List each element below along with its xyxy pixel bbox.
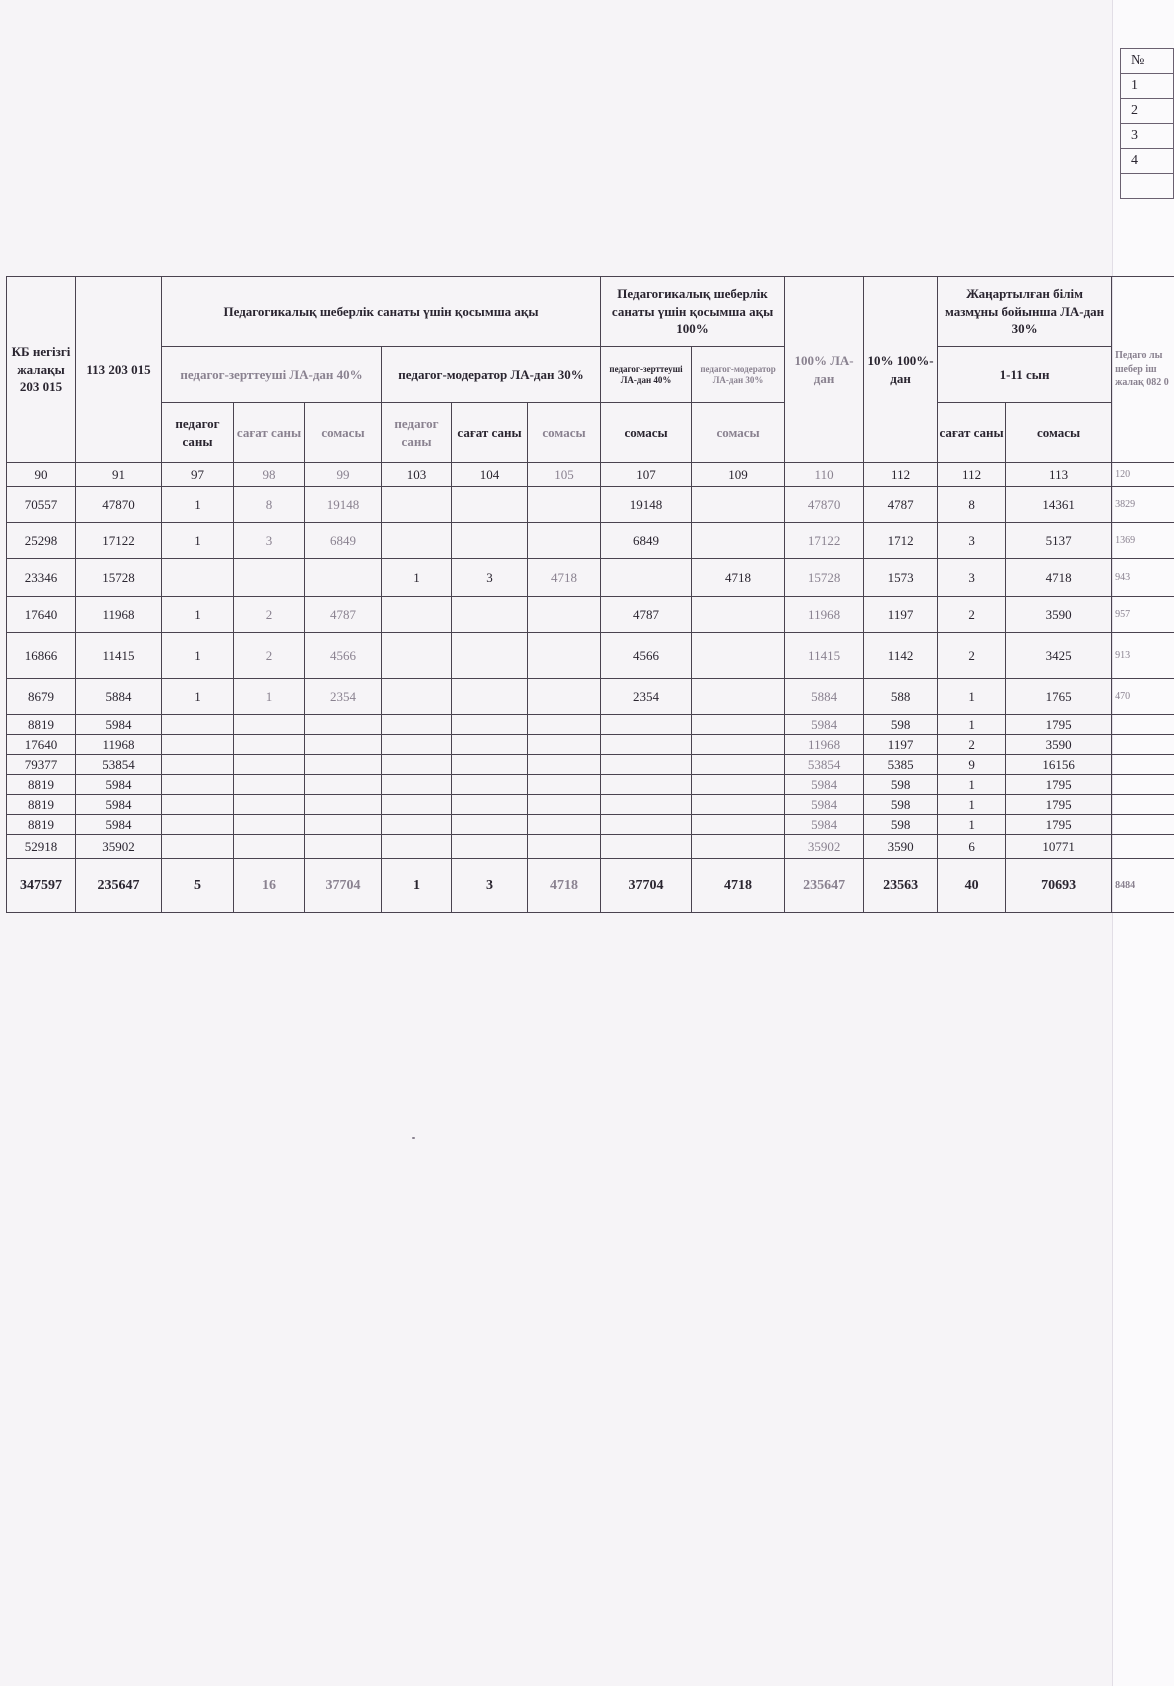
table-cell: 2 bbox=[938, 597, 1006, 633]
table-cell: 11968 bbox=[76, 735, 162, 755]
table-cell: 5984 bbox=[76, 795, 162, 815]
table-cell bbox=[601, 775, 692, 795]
table-cell bbox=[305, 559, 382, 597]
table-cell: 5984 bbox=[76, 815, 162, 835]
numbering-cell bbox=[1121, 174, 1174, 199]
header-hours-count: сағат саны bbox=[234, 403, 305, 463]
table-cell: 2 bbox=[938, 735, 1006, 755]
table-cell bbox=[692, 795, 785, 815]
table-cell: 8819 bbox=[7, 795, 76, 815]
table-cell bbox=[162, 775, 234, 795]
header-amount: сомасы bbox=[692, 403, 785, 463]
table-cell: 17640 bbox=[7, 735, 76, 755]
table-cell bbox=[234, 559, 305, 597]
table-row bbox=[7, 487, 1174, 523]
table-row bbox=[7, 775, 1174, 795]
table-cell bbox=[234, 775, 305, 795]
table-cell: 1795 bbox=[1006, 815, 1112, 835]
table-cell: 4566 bbox=[305, 633, 382, 679]
table-cell bbox=[452, 633, 528, 679]
numbering-cell: № bbox=[1121, 49, 1174, 74]
table-cell: 1795 bbox=[1006, 795, 1112, 815]
table-cell: 1 bbox=[382, 859, 452, 913]
table-cell bbox=[305, 755, 382, 775]
table-cell: 598 bbox=[864, 815, 938, 835]
table-cell bbox=[528, 487, 601, 523]
table-cell: 8819 bbox=[7, 815, 76, 835]
col-header-113: 113 203 015 bbox=[76, 277, 162, 463]
table-cell: 598 bbox=[864, 775, 938, 795]
table-cell bbox=[452, 775, 528, 795]
table-cell: 35902 bbox=[785, 835, 864, 859]
table-cell: 3590 bbox=[864, 835, 938, 859]
table-cell bbox=[452, 597, 528, 633]
table-cell: 52918 bbox=[7, 835, 76, 859]
table-cell: 4718 bbox=[528, 559, 601, 597]
table-cell: 37704 bbox=[601, 859, 692, 913]
table-cell: 17122 bbox=[76, 523, 162, 559]
table-cell bbox=[692, 835, 785, 859]
table-cell: 1142 bbox=[864, 633, 938, 679]
header-teachers-count: педагог саны bbox=[162, 403, 234, 463]
table-cell bbox=[692, 633, 785, 679]
table-cell bbox=[528, 835, 601, 859]
table-cell: 112 bbox=[864, 463, 938, 487]
sub-header-moderator-small: педагог-модератор ЛА-дан 30% bbox=[692, 347, 785, 403]
scan-speck bbox=[412, 1137, 415, 1139]
table-cell: 8 bbox=[234, 487, 305, 523]
table-cell bbox=[382, 715, 452, 735]
header-hours-count: сағат саны bbox=[938, 403, 1006, 463]
table-cell bbox=[382, 835, 452, 859]
header-amount: сомасы bbox=[1006, 403, 1112, 463]
table-cell: 2 bbox=[234, 633, 305, 679]
table-cell bbox=[234, 835, 305, 859]
table-cell: 5884 bbox=[785, 679, 864, 715]
header-teachers-count: педагог саны bbox=[382, 403, 452, 463]
table-row bbox=[7, 755, 1174, 775]
table-cell: 5984 bbox=[785, 815, 864, 835]
table-cell bbox=[1112, 735, 1174, 755]
table-cell: 47870 bbox=[76, 487, 162, 523]
table-cell: 5984 bbox=[76, 775, 162, 795]
table-cell: 1197 bbox=[864, 597, 938, 633]
table-cell: 112 bbox=[938, 463, 1006, 487]
table-cell bbox=[382, 523, 452, 559]
table-cell bbox=[305, 835, 382, 859]
table-cell bbox=[452, 487, 528, 523]
table-cell bbox=[601, 815, 692, 835]
table-cell bbox=[528, 715, 601, 735]
table-cell: 3425 bbox=[1006, 633, 1112, 679]
table-cell: 16156 bbox=[1006, 755, 1112, 775]
table-cell bbox=[692, 735, 785, 755]
table-cell bbox=[452, 815, 528, 835]
table-cell: 19148 bbox=[601, 487, 692, 523]
table-cell bbox=[1112, 795, 1174, 815]
table-cell bbox=[1112, 755, 1174, 775]
table-cell bbox=[162, 755, 234, 775]
table-cell: 1 bbox=[162, 597, 234, 633]
table-cell: 3 bbox=[234, 523, 305, 559]
table-cell: 3829 bbox=[1112, 487, 1174, 523]
table-cell: 4718 bbox=[528, 859, 601, 913]
sub-header-grades: 1-11 сын bbox=[938, 347, 1112, 403]
table-cell: 8 bbox=[938, 487, 1006, 523]
table-cell: 40 bbox=[938, 859, 1006, 913]
table-cell bbox=[452, 795, 528, 815]
table-cell: 1795 bbox=[1006, 775, 1112, 795]
table-cell bbox=[382, 755, 452, 775]
table-cell bbox=[382, 735, 452, 755]
table-cell: 4718 bbox=[692, 559, 785, 597]
table-cell bbox=[452, 735, 528, 755]
table-cell: 2354 bbox=[601, 679, 692, 715]
table-row bbox=[7, 715, 1174, 735]
group-header-category-100: Педагогикалық шеберлік санаты үшін қосымша ақы 100% bbox=[601, 277, 785, 347]
table-row bbox=[7, 815, 1174, 835]
table-cell: 4718 bbox=[692, 859, 785, 913]
numbering-table bbox=[1120, 48, 1174, 199]
table-cell bbox=[692, 815, 785, 835]
table-cell: 5984 bbox=[76, 715, 162, 735]
table-cell bbox=[692, 679, 785, 715]
table-cell: 5984 bbox=[785, 795, 864, 815]
table-cell: 97 bbox=[162, 463, 234, 487]
salary-table bbox=[6, 276, 1174, 913]
table-cell: 588 bbox=[864, 679, 938, 715]
header-amount: сомасы bbox=[601, 403, 692, 463]
table-cell: 5984 bbox=[785, 775, 864, 795]
total-row bbox=[7, 859, 1174, 913]
table-cell: 235647 bbox=[785, 859, 864, 913]
table-cell: 1573 bbox=[864, 559, 938, 597]
table-cell: 5385 bbox=[864, 755, 938, 775]
table-row bbox=[7, 735, 1174, 755]
table-cell: 1 bbox=[162, 633, 234, 679]
table-cell: 19148 bbox=[305, 487, 382, 523]
table-cell: 913 bbox=[1112, 633, 1174, 679]
table-cell: 11415 bbox=[785, 633, 864, 679]
table-cell bbox=[234, 795, 305, 815]
table-cell: 16866 bbox=[7, 633, 76, 679]
col-header-cut: Педаго лы шебер іш жалақ 082 0 bbox=[1112, 277, 1174, 463]
table-cell: 37704 bbox=[305, 859, 382, 913]
sub-header-moderator: педагог-модератор ЛА-дан 30% bbox=[382, 347, 601, 403]
column-number-row bbox=[7, 463, 1174, 487]
table-cell bbox=[528, 755, 601, 775]
table-cell bbox=[692, 755, 785, 775]
table-cell: 1 bbox=[162, 487, 234, 523]
table-cell bbox=[234, 715, 305, 735]
table-cell: 5984 bbox=[785, 715, 864, 735]
table-cell: 8819 bbox=[7, 775, 76, 795]
table-cell: 1 bbox=[938, 815, 1006, 835]
table-cell bbox=[692, 523, 785, 559]
table-cell: 8679 bbox=[7, 679, 76, 715]
table-cell bbox=[382, 487, 452, 523]
table-cell: 957 bbox=[1112, 597, 1174, 633]
table-cell bbox=[382, 679, 452, 715]
table-row bbox=[7, 835, 1174, 859]
table-cell: 1 bbox=[938, 715, 1006, 735]
col-header-100la: 100% ЛА-дан bbox=[785, 277, 864, 463]
table-cell bbox=[601, 835, 692, 859]
table-cell: 1 bbox=[162, 523, 234, 559]
table-cell bbox=[601, 755, 692, 775]
table-cell bbox=[162, 735, 234, 755]
table-cell: 1795 bbox=[1006, 715, 1112, 735]
header-amount: сомасы bbox=[528, 403, 601, 463]
table-cell bbox=[382, 775, 452, 795]
table-cell bbox=[601, 795, 692, 815]
col-header-10pct: 10% 100%-дан bbox=[864, 277, 938, 463]
table-cell: 79377 bbox=[7, 755, 76, 775]
table-cell: 4787 bbox=[864, 487, 938, 523]
table-cell: 1 bbox=[234, 679, 305, 715]
table-cell: 11968 bbox=[76, 597, 162, 633]
header-amount: сомасы bbox=[305, 403, 382, 463]
sub-header-researcher-small: педагог-зерттеуші ЛА-дан 40% bbox=[601, 347, 692, 403]
table-cell: 107 bbox=[601, 463, 692, 487]
table-cell: 3 bbox=[938, 523, 1006, 559]
table-cell: 2 bbox=[234, 597, 305, 633]
table-cell bbox=[601, 715, 692, 735]
table-cell bbox=[452, 679, 528, 715]
table-cell bbox=[162, 559, 234, 597]
table-cell: 105 bbox=[528, 463, 601, 487]
table-cell bbox=[1112, 835, 1174, 859]
table-cell: 17640 bbox=[7, 597, 76, 633]
table-cell: 347597 bbox=[7, 859, 76, 913]
table-cell: 8484 bbox=[1112, 859, 1174, 913]
table-cell bbox=[1112, 775, 1174, 795]
numbering-cell: 3 bbox=[1121, 124, 1174, 149]
table-cell: 11968 bbox=[785, 597, 864, 633]
table-cell: 4787 bbox=[305, 597, 382, 633]
table-cell bbox=[528, 523, 601, 559]
table-cell bbox=[234, 815, 305, 835]
table-cell: 70557 bbox=[7, 487, 76, 523]
table-cell: 120 bbox=[1112, 463, 1174, 487]
table-cell: 4566 bbox=[601, 633, 692, 679]
table-cell: 1 bbox=[938, 775, 1006, 795]
table-cell bbox=[234, 755, 305, 775]
table-cell: 113 bbox=[1006, 463, 1112, 487]
table-cell: 1 bbox=[938, 679, 1006, 715]
table-cell: 1 bbox=[938, 795, 1006, 815]
table-cell bbox=[452, 715, 528, 735]
table-cell: 109 bbox=[692, 463, 785, 487]
table-cell: 3590 bbox=[1006, 735, 1112, 755]
table-cell: 10771 bbox=[1006, 835, 1112, 859]
table-cell: 1369 bbox=[1112, 523, 1174, 559]
table-cell bbox=[234, 735, 305, 755]
table-cell bbox=[382, 597, 452, 633]
table-row bbox=[7, 523, 1174, 559]
table-cell: 70693 bbox=[1006, 859, 1112, 913]
table-cell bbox=[382, 815, 452, 835]
table-cell: 1765 bbox=[1006, 679, 1112, 715]
sub-header-researcher: педагог-зерттеуші ЛА-дан 40% bbox=[162, 347, 382, 403]
numbering-cell: 1 bbox=[1121, 74, 1174, 99]
table-cell: 6849 bbox=[601, 523, 692, 559]
table-cell: 91 bbox=[76, 463, 162, 487]
table-cell bbox=[692, 715, 785, 735]
table-cell: 1197 bbox=[864, 735, 938, 755]
table-body bbox=[7, 463, 1174, 913]
table-cell: 2 bbox=[938, 633, 1006, 679]
table-cell: 1712 bbox=[864, 523, 938, 559]
table-cell bbox=[305, 815, 382, 835]
table-cell: 598 bbox=[864, 715, 938, 735]
table-cell: 5137 bbox=[1006, 523, 1112, 559]
table-cell: 3 bbox=[452, 859, 528, 913]
table-cell: 17122 bbox=[785, 523, 864, 559]
table-cell bbox=[692, 775, 785, 795]
table-cell bbox=[382, 633, 452, 679]
table-cell: 4787 bbox=[601, 597, 692, 633]
table-cell: 3 bbox=[938, 559, 1006, 597]
table-cell: 9 bbox=[938, 755, 1006, 775]
table-cell: 8819 bbox=[7, 715, 76, 735]
table-cell bbox=[452, 835, 528, 859]
col-header-kb: КБ негізгі жалақы 203 015 bbox=[7, 277, 76, 463]
table-cell: 470 bbox=[1112, 679, 1174, 715]
table-cell bbox=[162, 835, 234, 859]
table-cell bbox=[528, 679, 601, 715]
table-cell bbox=[162, 715, 234, 735]
table-cell bbox=[382, 795, 452, 815]
table-cell bbox=[452, 523, 528, 559]
table-row bbox=[7, 679, 1174, 715]
table-cell: 3590 bbox=[1006, 597, 1112, 633]
table-cell bbox=[528, 775, 601, 795]
table-cell bbox=[1112, 715, 1174, 735]
table-cell: 23346 bbox=[7, 559, 76, 597]
table-cell: 25298 bbox=[7, 523, 76, 559]
table-cell bbox=[1112, 815, 1174, 835]
table-cell bbox=[305, 795, 382, 815]
table-cell: 14361 bbox=[1006, 487, 1112, 523]
table-cell: 3 bbox=[452, 559, 528, 597]
table-cell: 103 bbox=[382, 463, 452, 487]
header-hours-count: сағат саны bbox=[452, 403, 528, 463]
numbering-cell: 2 bbox=[1121, 99, 1174, 124]
table-cell: 47870 bbox=[785, 487, 864, 523]
group-header-category: Педагогикалық шеберлік санаты үшін қосымша ақы bbox=[162, 277, 601, 347]
table-cell: 16 bbox=[234, 859, 305, 913]
table-cell: 53854 bbox=[76, 755, 162, 775]
table-cell: 110 bbox=[785, 463, 864, 487]
table-cell: 1 bbox=[382, 559, 452, 597]
table-row bbox=[7, 559, 1174, 597]
table-cell bbox=[601, 559, 692, 597]
table-cell: 6849 bbox=[305, 523, 382, 559]
table-cell bbox=[305, 735, 382, 755]
table-cell: 598 bbox=[864, 795, 938, 815]
table-cell: 53854 bbox=[785, 755, 864, 775]
table-row bbox=[7, 633, 1174, 679]
table-cell: 90 bbox=[7, 463, 76, 487]
table-cell: 4718 bbox=[1006, 559, 1112, 597]
table-cell bbox=[528, 633, 601, 679]
table-cell: 23563 bbox=[864, 859, 938, 913]
table-cell bbox=[305, 775, 382, 795]
table-cell bbox=[305, 715, 382, 735]
table-cell bbox=[528, 735, 601, 755]
table-row bbox=[7, 597, 1174, 633]
table-cell: 15728 bbox=[785, 559, 864, 597]
table-cell: 2354 bbox=[305, 679, 382, 715]
table-row bbox=[7, 795, 1174, 815]
table-cell: 6 bbox=[938, 835, 1006, 859]
table-cell: 35902 bbox=[76, 835, 162, 859]
table-cell: 104 bbox=[452, 463, 528, 487]
table-cell bbox=[528, 597, 601, 633]
table-cell: 11415 bbox=[76, 633, 162, 679]
table-cell: 235647 bbox=[76, 859, 162, 913]
table-cell: 1 bbox=[162, 679, 234, 715]
table-cell bbox=[162, 795, 234, 815]
table-cell bbox=[528, 815, 601, 835]
group-header-updated-content: Жаңартылған білім мазмұны бойынша ЛА-дан 30% bbox=[938, 277, 1112, 347]
table-cell bbox=[162, 815, 234, 835]
table-cell: 5 bbox=[162, 859, 234, 913]
table-cell bbox=[692, 487, 785, 523]
table-cell: 943 bbox=[1112, 559, 1174, 597]
table-cell bbox=[692, 597, 785, 633]
table-cell: 15728 bbox=[76, 559, 162, 597]
numbering-cell: 4 bbox=[1121, 149, 1174, 174]
table-cell: 99 bbox=[305, 463, 382, 487]
table-cell: 11968 bbox=[785, 735, 864, 755]
table-cell: 5884 bbox=[76, 679, 162, 715]
table-cell bbox=[452, 755, 528, 775]
table-cell: 98 bbox=[234, 463, 305, 487]
table-cell bbox=[601, 735, 692, 755]
table-cell bbox=[528, 795, 601, 815]
